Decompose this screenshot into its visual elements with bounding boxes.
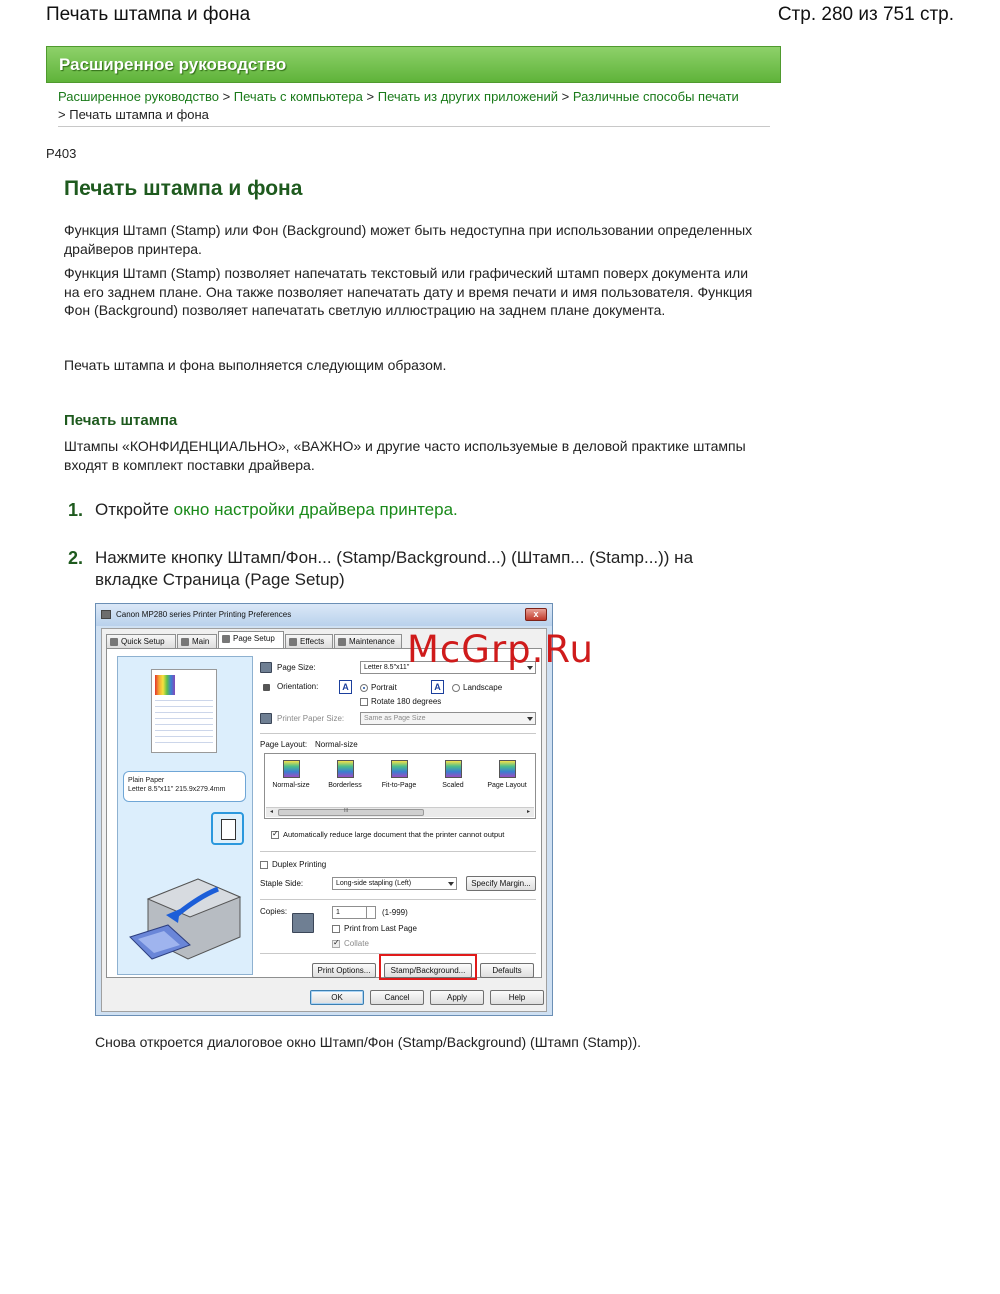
page-layout-icon (499, 760, 516, 778)
ok-button[interactable]: OK (310, 990, 364, 1005)
orientation-icon (263, 684, 270, 691)
divider (260, 733, 536, 734)
layout-borderless[interactable]: Borderless (323, 760, 367, 789)
printer-illustration-icon (128, 867, 246, 963)
rotate-checkbox[interactable] (360, 698, 368, 706)
page-setup-icon (222, 635, 230, 643)
stamp-button-highlight (379, 954, 477, 980)
collate-checkbox[interactable] (332, 940, 340, 948)
page-header-title: Печать штампа и фона (46, 4, 251, 25)
breadcrumb-link-other-apps[interactable]: Печать из других приложений (377, 89, 559, 104)
page-size-icon (260, 662, 272, 673)
copies-label: Copies: (260, 907, 288, 916)
layout-scrollbar[interactable] (266, 807, 534, 817)
breadcrumb-link-print-from-computer[interactable]: Печать с компьютера (233, 89, 363, 104)
breadcrumb-divider (58, 126, 770, 127)
copies-range: (1-999) (382, 908, 408, 917)
orientation-label: Orientation: (277, 682, 319, 691)
tab-page-setup[interactable]: Page Setup (218, 631, 284, 650)
result-caption: Снова откроется диалоговое окно Штамп/Фон (Stamp/Background) (Штамп (Stamp)). (95, 1034, 642, 1050)
preview-sheet (151, 669, 217, 753)
breadcrumb-link-print-methods[interactable]: Различные способы печати (572, 89, 739, 104)
fit-to-page-icon (391, 760, 408, 778)
breadcrumb-separator: > (222, 89, 231, 104)
auto-reduce-checkbox[interactable] (271, 831, 279, 839)
dialog-titlebar (96, 604, 552, 626)
print-options-button[interactable]: Print Options... (312, 963, 376, 978)
maintenance-icon (338, 638, 346, 646)
page-layout-list (264, 753, 536, 819)
chevron-down-icon (527, 717, 533, 721)
intro-paragraph-2: Функция Штамп (Stamp) позволяет напечатать текстовый или графический штамп поверх документа или на его заднем плане. Она также позволяет напечатать дату и время печати и имя пользователя. Функция Фон (Background) позволяет напечатать светлую иллюстрацию на заднем плане документа. (64, 265, 753, 318)
breadcrumb-separator: > (366, 89, 375, 104)
collate-label: Collate (344, 939, 369, 948)
scroll-thumb[interactable] (278, 809, 424, 816)
layout-scaled[interactable]: Scaled (431, 760, 475, 789)
breadcrumb-separator: > (58, 107, 66, 122)
apply-button[interactable]: Apply (430, 990, 484, 1005)
page-layout-label: Page Layout: (260, 740, 308, 749)
divider (260, 851, 536, 852)
driver-settings-link[interactable]: окно настройки драйвера принтера. (173, 500, 458, 519)
stamp-background-button[interactable]: Stamp/Background... (384, 963, 472, 978)
scroll-left-icon[interactable]: ◂ (269, 809, 273, 815)
watermark: McGrp.Ru (407, 628, 594, 671)
scroll-grip: III (344, 808, 349, 814)
scroll-right-icon[interactable]: ▸ (526, 809, 530, 815)
step-number: 1. (68, 500, 84, 520)
layout-page-layout[interactable]: Page Layout (485, 760, 529, 789)
page-size-label: Page Size: (277, 663, 316, 672)
print-from-last-label: Print from Last Page (344, 924, 417, 933)
rotate-label: Rotate 180 degrees (371, 697, 442, 706)
landscape-radio[interactable] (452, 684, 460, 692)
section-title: Печать штампа (64, 412, 178, 429)
page-layout-value: Normal-size (315, 740, 358, 749)
portrait-icon: A (339, 680, 352, 694)
borderless-icon (337, 760, 354, 778)
divider (260, 899, 536, 900)
tab-quick-setup[interactable]: Quick Setup (106, 634, 176, 649)
landscape-label: Landscape (463, 683, 503, 692)
section-text: Штампы «КОНФИДЕНЦИАЛЬНО», «ВАЖНО» и другие часто используемые в деловой практике штампы входят в комплект поставки драйвера. (64, 438, 746, 473)
specify-margin-button[interactable]: Specify Margin... (466, 876, 536, 891)
printer-paper-size-icon (260, 713, 272, 724)
orientation-preview-icon (211, 812, 244, 845)
scaled-icon (445, 760, 462, 778)
duplex-label: Duplex Printing (272, 860, 327, 869)
dialog-title: Canon MP280 series Printer Printing Preferences (116, 610, 292, 619)
tab-maintenance[interactable]: Maintenance (334, 634, 402, 649)
breadcrumb-current: Печать штампа и фона (69, 107, 209, 122)
article-title: Печать штампа и фона (64, 177, 303, 200)
dialog-body (101, 628, 547, 1012)
tab-main[interactable]: Main (177, 634, 217, 649)
landscape-icon: A (431, 680, 444, 694)
portrait-label: Portrait (371, 683, 397, 692)
defaults-button[interactable]: Defaults (480, 963, 534, 978)
preview-image (155, 675, 175, 695)
layout-normal-size[interactable]: Normal-size (269, 760, 313, 789)
copies-icon (292, 913, 314, 933)
print-from-last-checkbox[interactable] (332, 925, 340, 933)
print-preview (117, 656, 253, 975)
printer-paper-size-select[interactable]: Same as Page Size (360, 712, 536, 725)
intro-paragraph-1: Функция Штамп (Stamp) или Фон (Background) может быть недоступна при использовании определенных драйверов принтера. (64, 222, 753, 257)
section-banner (46, 46, 781, 83)
intro-paragraph-3: Печать штампа и фона выполняется следующим образом. (64, 357, 447, 373)
printer-icon (101, 610, 111, 619)
portrait-radio[interactable] (360, 684, 368, 692)
breadcrumb-separator: > (561, 89, 570, 104)
auto-reduce-label: Automatically reduce large document that the printer cannot output (283, 830, 505, 839)
help-button[interactable]: Help (490, 990, 544, 1005)
staple-side-label: Staple Side: (260, 879, 304, 888)
duplex-checkbox[interactable] (260, 861, 268, 869)
copies-input[interactable]: 1 (332, 906, 367, 919)
staple-side-select[interactable]: Long-side stapling (Left) (332, 877, 457, 890)
printer-paper-size-label: Printer Paper Size: (277, 714, 345, 723)
step-number: 2. (68, 548, 84, 568)
copies-stepper[interactable] (366, 906, 376, 919)
step-text: Откройте (95, 500, 169, 519)
banner-label: Расширенное руководство (59, 55, 287, 74)
normal-size-icon (283, 760, 300, 778)
page-size-select[interactable]: Letter 8.5"x11" (360, 661, 536, 674)
breadcrumb-link-advanced-guide[interactable]: Расширенное руководство (58, 89, 219, 104)
effects-icon (289, 638, 297, 646)
tab-effects[interactable]: Effects (285, 634, 333, 649)
chevron-down-icon (448, 882, 454, 886)
cancel-button[interactable]: Cancel (370, 990, 424, 1005)
step-text: Нажмите кнопку Штамп/Фон... (Stamp/Background...) (Штамп... (Stamp...)) на вкладке Страница (Page Setup) (95, 548, 694, 589)
breadcrumb (58, 88, 770, 124)
quick-setup-icon (110, 638, 118, 646)
page-code: P403 (46, 146, 77, 161)
close-button[interactable]: x (525, 608, 547, 621)
media-info: Plain Paper Letter 8.5"x11" 215.9x279.4mm (123, 771, 246, 802)
page-counter: Стр. 280 из 751 стр. (777, 4, 954, 25)
layout-fit-to-page[interactable]: Fit-to-Page (377, 760, 421, 789)
main-icon (181, 638, 189, 646)
